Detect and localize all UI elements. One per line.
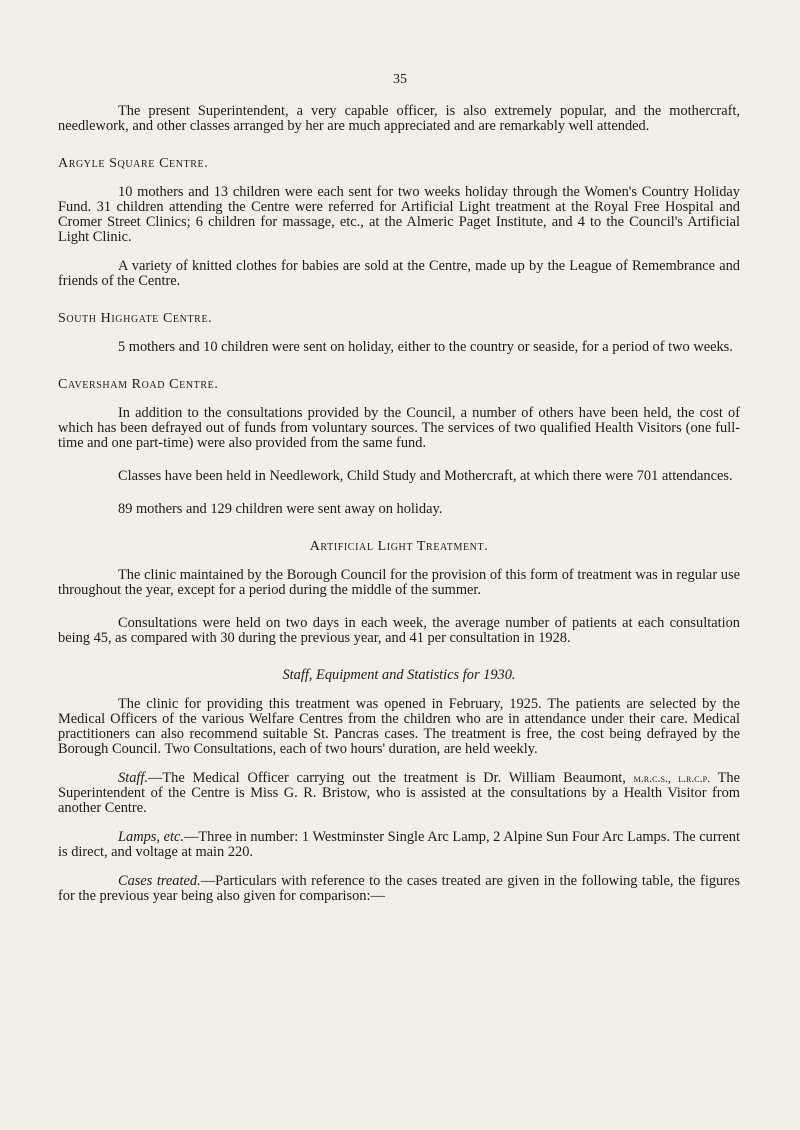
- paragraph-caversham-consultations: In addition to the consultations provided by the Council, a number of others have been held, the cost of which has been defrayed out of funds from voluntary sources. The services of two qualified Health Visitors (one full-time and one part-time) were also provided from the same fund.: [58, 405, 740, 451]
- paragraph-lamps: [58, 830, 740, 860]
- cases-text: —Particulars with reference to the cases treated are given in the following table, the figures for the previous year being also given for comparison:—: [58, 873, 740, 904]
- staff-text-1: —The Medical Officer carrying out the treatment is Dr. William Beaumont,: [147, 770, 634, 786]
- run-in-staff: Staff.: [118, 770, 148, 786]
- run-in-cases: Cases treated.: [118, 873, 201, 889]
- run-in-lamps: Lamps, etc.: [118, 829, 184, 845]
- heading-staff-equipment: Staff, Equipment and Statistics for 1930.: [282, 667, 516, 683]
- page-number: 35: [393, 72, 407, 87]
- paragraph-cases-treated: [58, 874, 740, 904]
- heading-argyle-square: Argyle Square Centre.: [58, 156, 209, 171]
- paragraph-consultations: Consultations were held on two days in each week, the average number of patients at each consultation being 45, as compared with 30 during the previous year, and 41 per consultation in 1928.: [58, 615, 740, 646]
- paragraph-superintendent: The present Superintendent, a very capable officer, is also extremely popular, and the mothercraft, needlework, and other classes arranged by her are much appreciated and are remarkably well attended.: [58, 103, 740, 134]
- heading-artificial-light: Artificial Light Treatment.: [309, 539, 489, 554]
- paragraph-argyle-holiday: 10 mothers and 13 children were each sent for two weeks holiday through the Women's Country Holiday Fund. 31 children attending the Centre were referred for Artificial Light treatment at the Royal Free Hospital and Cromer Street Clinics; 6 children for massage, etc., at the Almeric Paget Institute, and 4 to the Council's Artificial Light Clinic.: [58, 184, 740, 245]
- page-body: [58, 104, 740, 904]
- staff-text-2: The Superintendent of the Centre is Miss G. R. Bristow, who is assisted at the consultations by a Health Visitor from another Centre.: [58, 770, 740, 816]
- paragraph-clinic-opened: The clinic for providing this treatment was opened in February, 1925. The patients are selected by the Medical Officers of the various Welfare Centres from the children who are in attendance under their care. Medical practitioners can also recommend suitable St. Pancras cases. The treatment is free, the cost being defrayed by the Borough Council. Two Consultations, each of two hours' duration, are held weekly.: [58, 696, 740, 757]
- paragraph-knitted-clothes: A variety of knitted clothes for babies are sold at the Centre, made up by the League of Remembrance and friends of the Centre.: [58, 258, 740, 289]
- heading-caversham-road: Caversham Road Centre.: [58, 377, 219, 392]
- paragraph-south-highgate: 5 mothers and 10 children were sent on holiday, either to the country or seaside, for a period of two weeks.: [118, 339, 733, 355]
- paragraph-clinic-maintained: The clinic maintained by the Borough Council for the provision of this form of treatment was in regular use throughout the year, except for a period during the middle of the summer.: [58, 567, 740, 598]
- paragraph-staff: [58, 771, 740, 816]
- staff-qualifications: m.r.c.s., l.r.c.p.: [633, 771, 711, 785]
- paragraph-caversham-holiday: 89 mothers and 129 children were sent away on holiday.: [118, 501, 443, 517]
- paragraph-caversham-classes: Classes have been held in Needlework, Child Study and Mothercraft, at which there were 701 attendances.: [118, 468, 733, 484]
- heading-south-highgate: South Highgate Centre.: [58, 311, 213, 326]
- lamps-text: —Three in number: 1 Westminster Single Arc Lamp, 2 Alpine Sun Four Arc Lamps. The current is direct, and voltage at main 220.: [58, 829, 741, 860]
